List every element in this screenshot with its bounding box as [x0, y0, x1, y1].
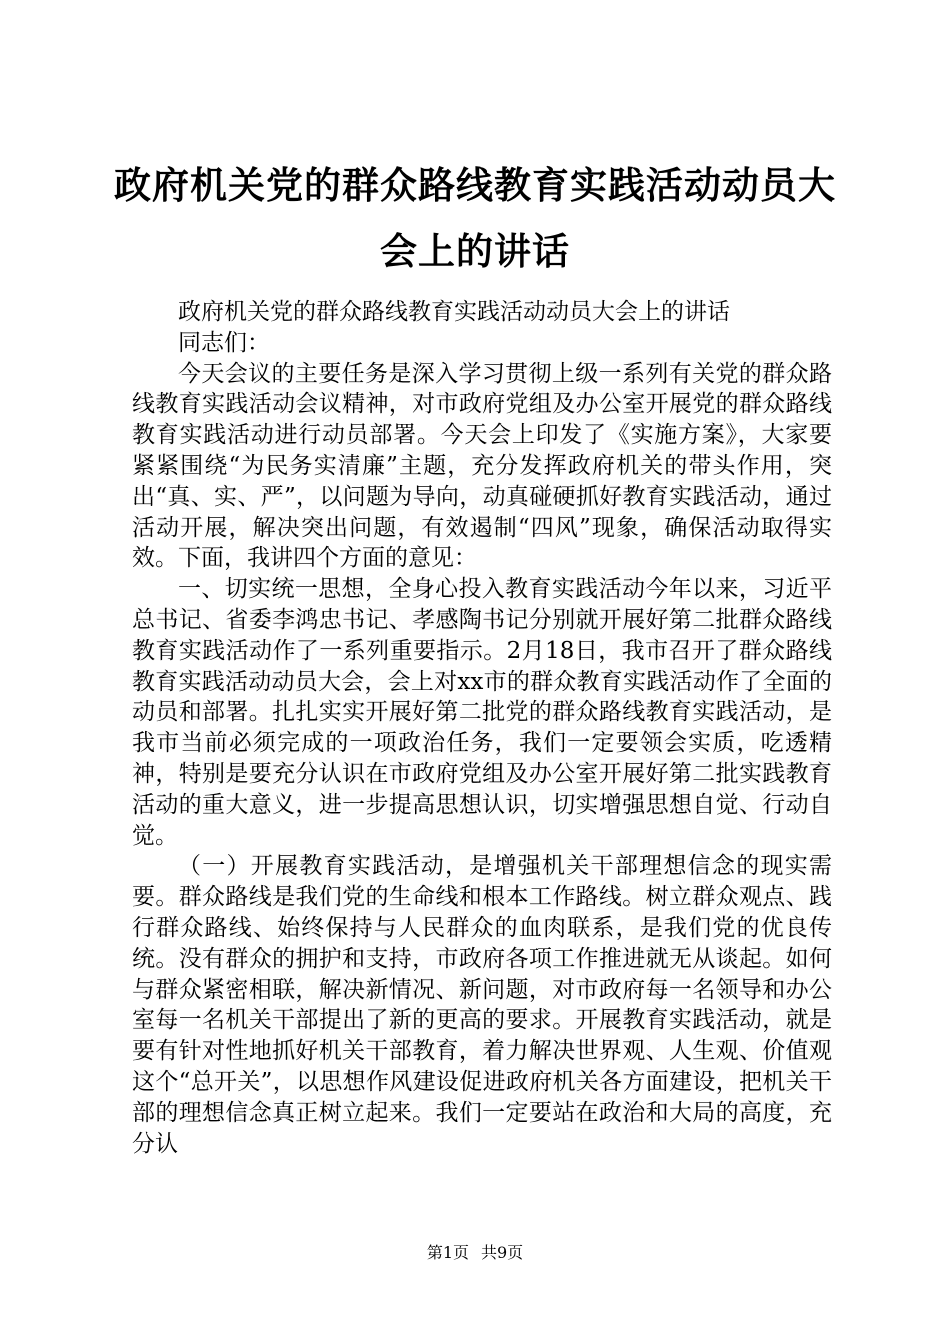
salutation-paragraph: 同志们：: [178, 329, 270, 356]
document-body: [132, 297, 832, 1159]
page-number: 第1页: [426, 1243, 469, 1262]
document-title: 政府机关党的群众路线教育实践活动动员大会上的讲话: [114, 163, 836, 273]
section-one-paragraph: 一、切实统一思想，全身心投入教育实践活动今年以来，习近平总书记、省委李鸿忠书记、孝感陶书记分别就开展好第二批群众路线教育实践活动作了一系列重要指示。2月18日，我市召开了群众路线教育实践活动动员大会，会上对xx市的群众教育实践活动作了全面的动员和部署。扎扎实实开展好第二批党的群众路线教育实践活动，是我市当前必须完成的一项政治任务，我们一定要领会实质，吃透精神，特别是要充分认识在市政府党组及办公室开展好第二批实践教育活动的重大意义，进一步提高思想认识，切实增强思想自觉、行动自觉。: [132, 576, 832, 849]
intro-paragraph: 今天会议的主要任务是深入学习贯彻上级一系列有关党的群众路线教育实践活动会议精神，对市政府党组及办公室开展党的群众路线教育实践活动进行动员部署。今天会上印发了《实施方案》，大家要紧紧围绕“为民务实清廉”主题，充分发挥政府机关的带头作用，突出“真、实、严”，以问题为导向，动真碰硬抓好教育实践活动，通过活动开展，解决突出问题，有效遏制“四风”现象，确保活动取得实效。下面，我讲四个方面的意见：: [132, 360, 832, 572]
subsection-one-paragraph: （一）开展教育实践活动，是增强机关干部理想信念的现实需要。群众路线是我们党的生命线和根本工作路线。树立群众观点、践行群众路线、始终保持与人民群众的血肉联系，是我们党的优良传统。没有群众的拥护和支持，市政府各项工作推进就无从谈起。如何与群众紧密相联，解决新情况、新问题，对市政府每一名领导和办公室每一名机关干部提出了新的更高的要求。开展教育实践活动，就是要有针对性地抓好机关干部教育，着力解决世界观、人生观、价值观这个“总开关”，以思想作风建设促进政府机关各方面建设，把机关干部的理想信念真正树立起来。我们一定要站在政治和大局的高度，充分认: [132, 853, 832, 1157]
subtitle-paragraph: 政府机关党的群众路线教育实践活动动员大会上的讲话: [178, 299, 730, 325]
page-total: 共9页: [481, 1243, 524, 1262]
page-footer: [0, 1243, 950, 1263]
